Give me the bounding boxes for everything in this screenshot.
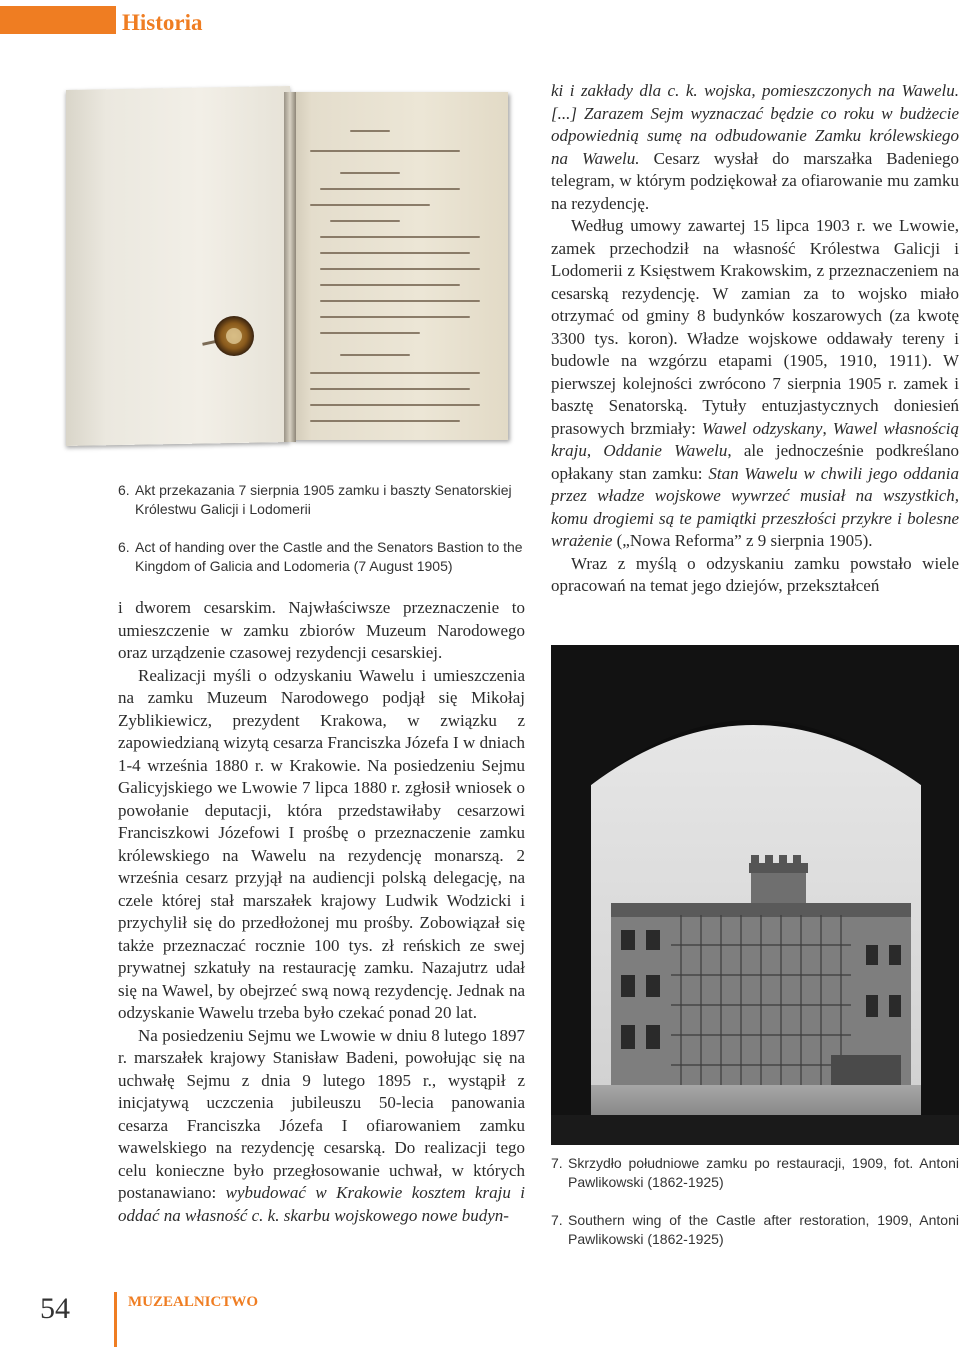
caption-text-en: Southern wing of the Castle after restoration, 1909, Antoni Pawlikowski (1862-1925) bbox=[568, 1212, 959, 1247]
caption-number: 7. bbox=[551, 1212, 563, 1228]
caption-number: 6. bbox=[118, 482, 130, 498]
right-column-text bbox=[551, 80, 959, 598]
page-number: 54 bbox=[40, 1292, 70, 1325]
paragraph: Wraz z myślą o odzyskaniu zamku powstało wiele opracowań na temat jego dziejów, przekształceń bbox=[551, 553, 959, 595]
manuscript-spine bbox=[284, 92, 296, 442]
caption-text-pl: Akt przekazania 7 sierpnia 1905 zamku i baszty Senatorskiej Królestwu Galicji i Lodomerii bbox=[135, 482, 512, 517]
caption-text-pl: Skrzydło południowe zamku po restauracji, 1909, fot. Antoni Pawlikowski (1862-1925) bbox=[568, 1155, 959, 1190]
manuscript-left-page bbox=[66, 86, 290, 446]
left-column-text bbox=[118, 597, 525, 1227]
figure7-caption bbox=[551, 1154, 959, 1249]
castle-courtyard-photo bbox=[551, 645, 959, 1145]
caption-number: 6. bbox=[118, 539, 130, 555]
paragraph: Na posiedzeniu Sejmu we Lwowie w dniu 8 lutego 1897 r. marszałek krajowy Stanisław Badeni, powołując się na uchwałę Sejmu z dnia 9 lutego 1895 r., wystąpił z inicjatywą uczczenia jubileuszu 50-lecia panowania cesarza Franciszka Józefa I ofiarowaniem zamku wawelskiego na rezydencję cesarską. Do realizacji tego celu konieczne było przegłosowanie uchwał, w których postanawiano: wybudować w Krakowie kosztem kraju i oddać na własność c. k. skarbu wojskowego nowe budyn- bbox=[118, 1025, 526, 1225]
section-title: Historia bbox=[122, 10, 203, 35]
paragraph: Realizacji myśli o odzyskaniu Wawelu i umieszczenia na zamku Muzeum Narodowego podjął się Mikołaj Zyblikiewicz, prezydent Krakowa, w związku z zapowiedzianą wizytą cesarza Franciszka Józefa I w dniach 1-4 września 1880 r. w Krakowie. Na posiedzeniu Sejmu Galicyjskiego we Lwowie 7 lipca 1880 r. zgłosił wniosek o powołanie deputacji, która przedstawiłaby cesarzowi Franciszkowi Józefowi I prośbę o przeznaczenie zamku królewskiego na Wawelu na rezydencję monarszą. 2 września cesarz przyjął na audiencji polską delegację, na czele której stał marszałek krajowy Ludwik Wodzicki i przychylił się do przedłożonej mu prośby. Zobowiązał się także przeznaczać rocznie 100 tys. zł reńskich ze swej prywatnej szkatuły na restaurację zamku. Nazajutrz udał się na Wawel, by obejrzeć swą nową rezydencję. Jednak na odzyskanie Wawelu trzeba było czekać ponad 20 lat. bbox=[118, 665, 525, 1022]
caption-text-en: Act of handing over the Castle and the Senators Bastion to the Kingdom of Galicia and Lodomeria (7 August 1905) bbox=[135, 539, 523, 574]
paragraph: ki i zakłady dla c. k. wojska, pomieszczonych na Wawelu. [...] Zarazem Sejm wyznaczać będzie co roku w budżecie odpowiednią sumę na odbudowanie Zamku królewskiego na Wawelu. Cesarz wysłał do marszałka Badeniego telegram, w którym podziękował za ofiarowanie mu zamku na rezydencję. bbox=[551, 81, 959, 213]
caption-number: 7. bbox=[551, 1155, 563, 1171]
manuscript-right-page bbox=[290, 92, 508, 440]
journal-name: MUZEALNICTWO bbox=[128, 1294, 259, 1310]
footer-accent-line bbox=[114, 1292, 117, 1347]
figure6-caption bbox=[118, 481, 523, 576]
manuscript-photo bbox=[62, 80, 522, 452]
paragraph: i dworem cesarskim. Najwłaściwsze przeznaczenie to umieszczenie w zamku zbiorów Muzeum Narodowego oraz urządzenie czasowej rezydencji cesarskiej. bbox=[118, 598, 525, 662]
section-color-bar bbox=[0, 6, 116, 34]
wax-seal-icon bbox=[214, 316, 254, 356]
paragraph: Według umowy zawartej 15 lipca 1903 r. we Lwowie, zamek przechodził na własność Królestwa Galicji i Lodomerii z Księstwem Krakowskim, z przeznaczeniem na cesarską rezydencję. W zamian za to wojsko miało otrzymać od gminy 8 budynków koszarowych (za kwotę 3300 tys. koron). Władze wojskowe oddawały tereny i budowle na wzgórzu etapami (1905, 1910, 1911). W pierwszej kolejności zwrócono 7 sierpnia 1905 r. zamek i basztę Senatorską. Tytuły entuzjastycznych doniesień prasowych brzmiały: Wawel odzyskany, Wawel własnością kraju, Oddanie Wawelu, ale jednocześnie podkreślano opłakany stan zamku: Stan Wawelu w chwili jego oddania przez władze wojskowe wywrzeć musiał na wszystkich, komu drogiemi są te pamiątki przeszłości przykre i bolesne wrażenie („Nowa Reforma” z 9 sierpnia 1905). bbox=[551, 216, 960, 550]
